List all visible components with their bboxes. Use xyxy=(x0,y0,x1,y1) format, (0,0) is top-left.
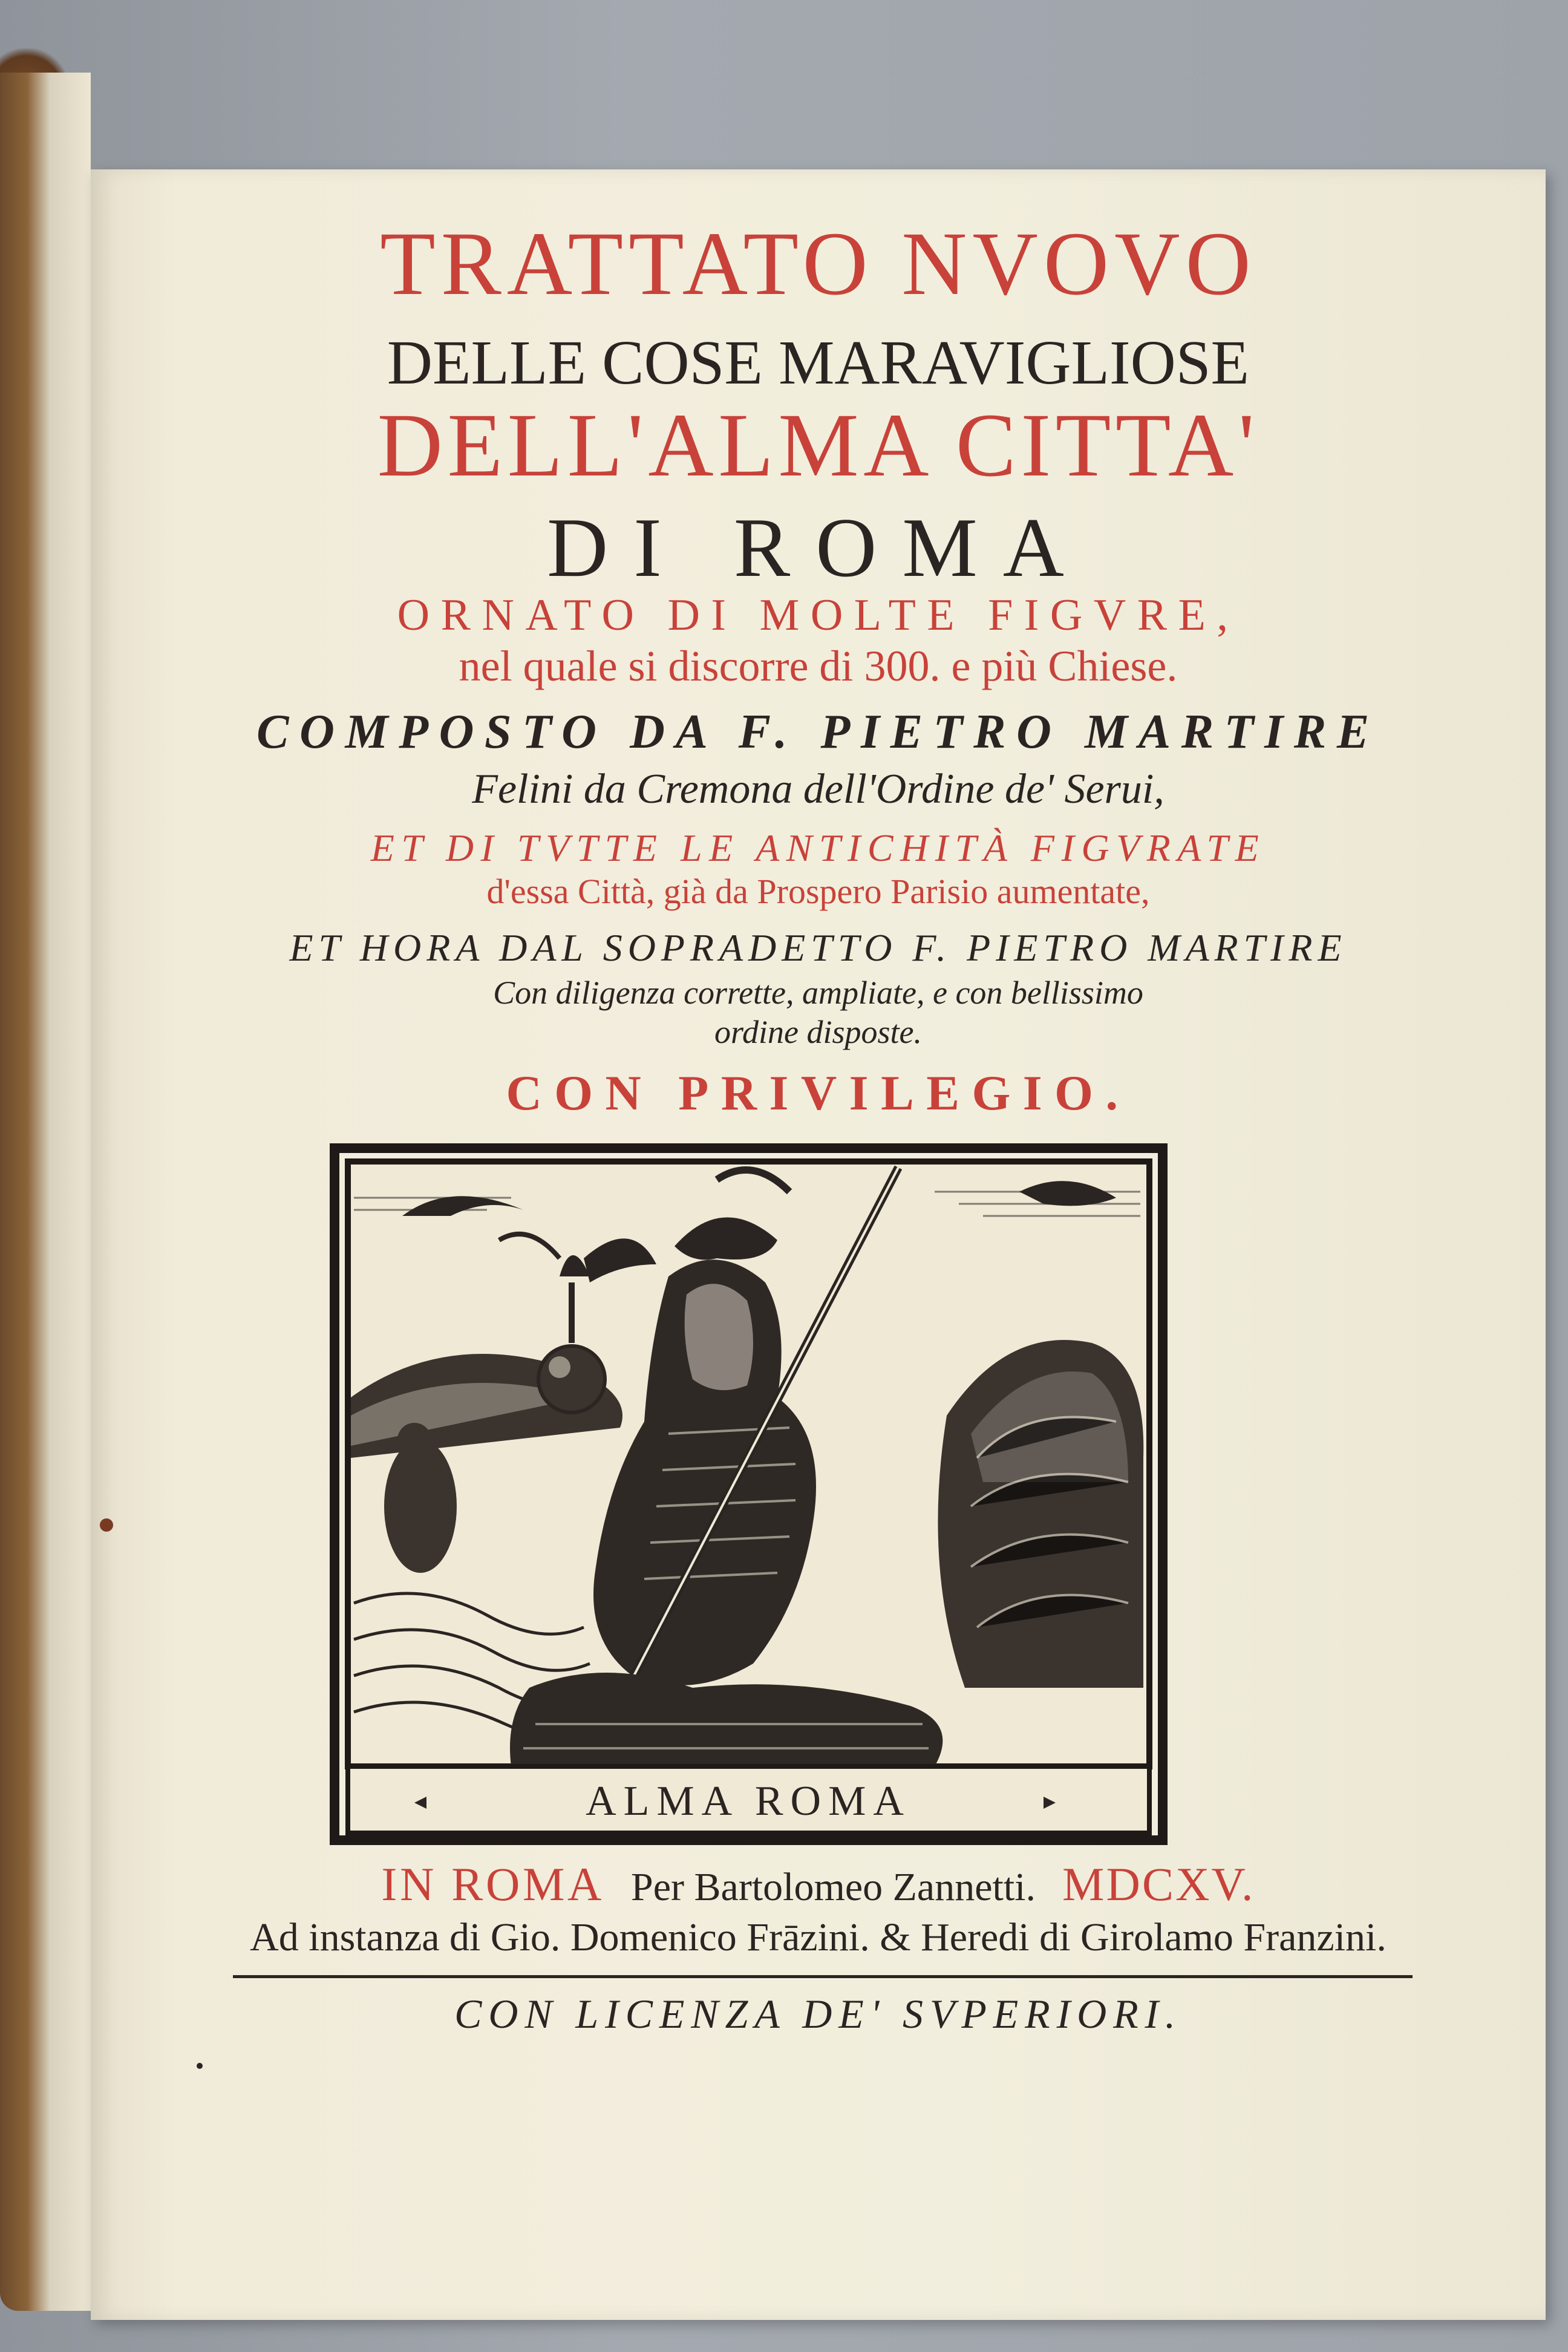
title-line-2: DELLE COSE MARAVIGLIOSE xyxy=(387,328,1250,397)
imprint-printer: Per Bartolomeo Zannetti. xyxy=(631,1865,1036,1909)
title-line-3: DELL'ALMA CITTA' xyxy=(377,395,1259,495)
ordine-line: ordine disposte. xyxy=(714,1014,922,1050)
diligenza-line: Con diligenza corrette, ampliate, e con bellissimo xyxy=(493,975,1143,1011)
book-binding xyxy=(0,73,91,2311)
imprint-year: MDCXV. xyxy=(1062,1858,1255,1910)
subtitle-ornato: ORNATO DI MOLTE FIGVRE, xyxy=(397,590,1240,640)
parisio-line: d'essa Città, già da Prospero Parisio aumentate, xyxy=(486,872,1150,911)
paper-speck xyxy=(197,2063,203,2069)
paper-speck xyxy=(100,1518,113,1532)
imprint-line-2: Ad instanza di Gio. Domenico Frāzini. & Heredi di Girolamo Franzini. xyxy=(250,1915,1387,1959)
hora-line: ET HORA DAL SOPRADETTO F. PIETRO MARTIRE xyxy=(289,926,1347,969)
imprint-line-1 xyxy=(91,1857,1546,1912)
title-page xyxy=(91,169,1546,2320)
antichita-line: ET DI TVTTE LE ANTICHITÀ FIGVRATE xyxy=(370,826,1266,869)
imprint-rule xyxy=(233,1975,1413,1978)
license-line: CON LICENZA DE' SVPERIORI. xyxy=(454,1991,1182,2037)
title-line-4: DI ROMA xyxy=(547,501,1089,595)
author-order-line: Felini da Cremona dell'Ordine de' Serui, xyxy=(472,766,1165,812)
woodcut-caption: ALMA ROMA xyxy=(586,1778,911,1824)
woodcut-illustration xyxy=(330,1143,1168,1845)
imprint-place: IN ROMA xyxy=(381,1858,605,1910)
privilegio-line: CON PRIVILEGIO. xyxy=(506,1065,1131,1120)
subtitle-chiese: nel quale si discorre di 300. e più Chiese. xyxy=(459,642,1178,690)
title-line-1: TRATTATO NVOVO xyxy=(380,214,1256,314)
author-line: COMPOSTO DA F. PIETRO MARTIRE xyxy=(256,705,1380,759)
